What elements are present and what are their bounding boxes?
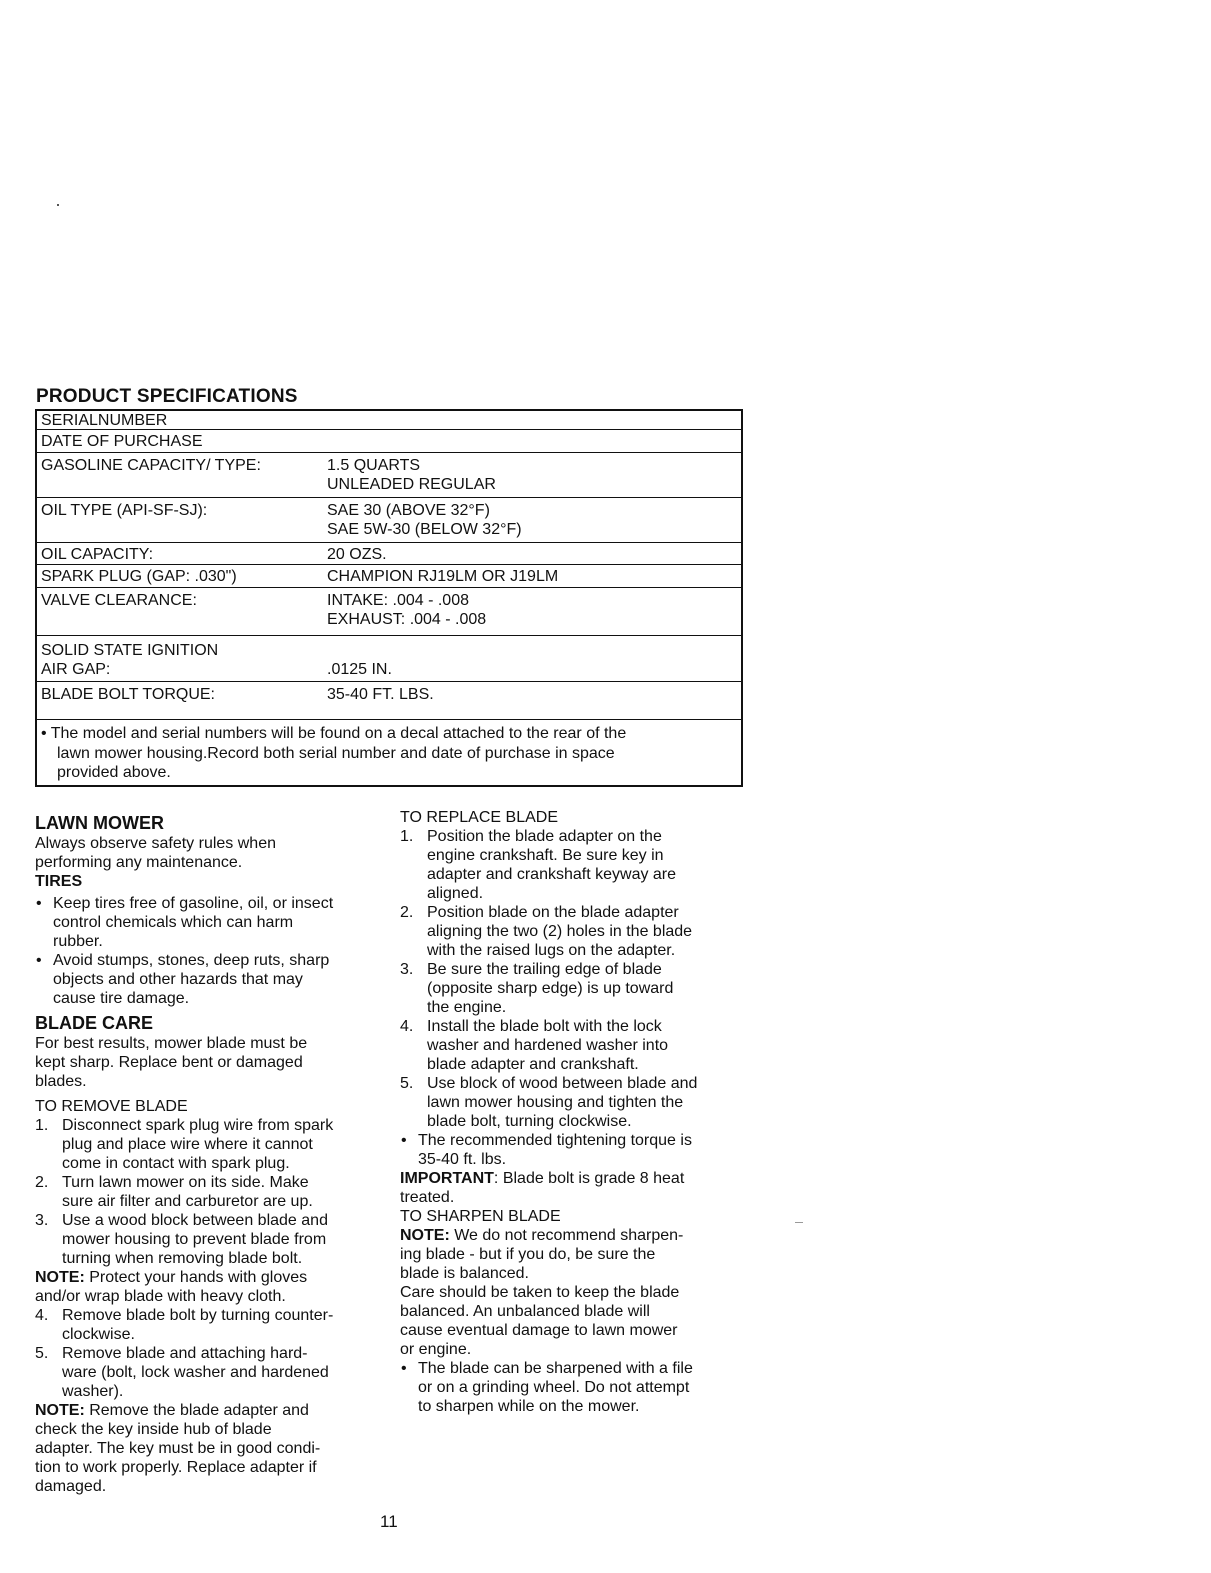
spec-label: SOLID STATE IGNITION AIR GAP: xyxy=(41,642,219,678)
step-number: 5. xyxy=(35,1345,49,1362)
text-line: aligned. xyxy=(427,885,484,902)
spec-label: OIL CAPACITY: xyxy=(41,546,154,563)
step-number: 2. xyxy=(400,904,414,921)
text-line: The blade can be sharpened with a file xyxy=(418,1360,693,1377)
specifications-table xyxy=(35,409,743,787)
torque-bullet xyxy=(400,1131,745,1169)
text-line: For best results, mower blade must be xyxy=(35,1035,308,1052)
scan-speck xyxy=(795,1222,803,1223)
text-line: cause tire damage. xyxy=(53,990,190,1007)
sharpen-blade-title: TO SHARPEN BLADE xyxy=(400,1208,561,1225)
text-line: performing any maintenance. xyxy=(35,854,243,871)
note-protect-hands xyxy=(35,1268,385,1306)
text-line: tion to work properly. Replace adapter if xyxy=(35,1459,317,1476)
text-line: Protect your hands with gloves xyxy=(84,1269,308,1286)
text-line: Be sure the trailing edge of blade xyxy=(427,961,662,978)
remove-step xyxy=(35,1173,385,1211)
text-line: control chemicals which can harm xyxy=(53,914,294,931)
text-line: We do not recommend sharpen- xyxy=(449,1227,684,1244)
spec-note-line: lawn mower housing.Record both serial number and date of purchase in space xyxy=(57,744,615,762)
text-line: adapter. The key must be in good condi- xyxy=(35,1440,321,1457)
text-line: turning when removing blade bolt. xyxy=(62,1250,303,1267)
text-line: balanced. An unbalanced blade will xyxy=(400,1303,650,1320)
page-number: 11 xyxy=(380,1512,398,1531)
note-label: NOTE: xyxy=(35,1269,85,1286)
text-line: Use a wood block between blade and xyxy=(62,1212,328,1229)
text-line: Disconnect spark plug wire from spark xyxy=(62,1117,334,1134)
text-line: plug and place wire where it cannot xyxy=(62,1136,313,1153)
step-number: 4. xyxy=(400,1018,414,1035)
text-line: 35-40 ft. lbs. xyxy=(418,1151,507,1168)
text-line: the engine. xyxy=(427,999,507,1016)
note-label: NOTE: xyxy=(400,1227,450,1244)
bullet: • xyxy=(401,1360,407,1377)
text-line: Remove blade bolt by turning counter- xyxy=(62,1307,334,1324)
text-line: Install the blade bolt with the lock xyxy=(427,1018,662,1035)
text-line: lawn mower housing and tighten the xyxy=(427,1094,684,1111)
text-line: washer and hardened washer into xyxy=(427,1037,669,1054)
care-text xyxy=(400,1283,745,1359)
text-line: Keep tires free of gasoline, oil, or insect xyxy=(53,895,334,912)
spec-row-oil-type xyxy=(37,498,741,543)
text-line: objects and other hazards that may xyxy=(53,971,303,988)
remove-step xyxy=(35,1306,385,1344)
tires-bullet xyxy=(35,894,385,951)
note-remove-adapter xyxy=(35,1401,385,1496)
bullet: • xyxy=(401,1132,407,1149)
step-number: 5. xyxy=(400,1075,414,1092)
step-number: 1. xyxy=(35,1117,49,1134)
text-line: aligning the two (2) holes in the blade xyxy=(427,923,693,940)
text-line: damaged. xyxy=(35,1478,107,1495)
text-line: blade is balanced. xyxy=(400,1265,529,1282)
text-line: Always observe safety rules when xyxy=(35,835,276,852)
replace-step xyxy=(400,1074,745,1131)
lawn-mower-text xyxy=(35,834,385,872)
text-line: Position the blade adapter on the xyxy=(427,828,662,845)
spec-row-spark-plug xyxy=(37,565,741,588)
blade-care-text xyxy=(35,1034,385,1091)
text-line: Remove the blade adapter and xyxy=(84,1402,309,1419)
text-line: blades. xyxy=(35,1073,87,1090)
spec-note-line: • The model and serial numbers will be found on a decal attached to the rear of the xyxy=(41,725,627,742)
spec-value: SAE 30 (ABOVE 32°F) SAE 5W-30 (BELOW 32°F) xyxy=(327,502,522,538)
text-line: to sharpen while on the mower. xyxy=(418,1398,640,1415)
page-title: PRODUCT SPECIFICATIONS xyxy=(36,386,298,407)
text-line: treated. xyxy=(400,1189,455,1206)
text-line: The recommended tightening torque is xyxy=(418,1132,692,1149)
note-label: NOTE: xyxy=(35,1402,85,1419)
text-line: mower housing to prevent blade from xyxy=(62,1231,327,1248)
right-column xyxy=(400,808,745,1416)
lawn-mower-title: LAWN MOWER xyxy=(35,813,164,833)
text-line: with the raised lugs on the adapter. xyxy=(427,942,676,959)
text-line: come in contact with spark plug. xyxy=(62,1155,290,1172)
spec-note xyxy=(37,720,741,785)
replace-step xyxy=(400,903,745,960)
tires-title: TIRES xyxy=(35,873,83,890)
spec-row-ignition-air-gap xyxy=(37,636,741,682)
spec-value: INTAKE: .004 - .008 EXHAUST: .004 - .008 xyxy=(327,592,487,628)
spec-value: CHAMPION RJ19LM OR J19LM xyxy=(327,568,559,585)
important-note xyxy=(400,1169,745,1207)
spec-value: 35-40 FT. LBS. xyxy=(327,686,434,703)
remove-blade-title: TO REMOVE BLADE xyxy=(35,1098,188,1115)
step-number: 2. xyxy=(35,1174,49,1191)
text-line: engine crankshaft. Be sure key in xyxy=(427,847,664,864)
text-line: check the key inside hub of blade xyxy=(35,1421,272,1438)
text-line: sure air filter and carburetor are up. xyxy=(62,1193,313,1210)
spec-row-valve-clearance xyxy=(37,588,741,636)
remove-step xyxy=(35,1211,385,1268)
text-line: Position blade on the blade adapter xyxy=(427,904,679,921)
text-line: or engine. xyxy=(400,1341,472,1358)
spec-label: VALVE CLEARANCE: xyxy=(41,592,197,609)
spec-note-line: provided above. xyxy=(57,764,171,781)
spec-label: GASOLINE CAPACITY/ TYPE: xyxy=(41,457,261,474)
spec-value: .0125 IN. xyxy=(327,661,392,678)
spec-row-serial-number xyxy=(37,411,741,430)
text-line: ware (bolt, lock washer and hardened xyxy=(62,1364,329,1381)
bullet: • xyxy=(36,895,42,912)
blade-care-title: BLADE CARE xyxy=(35,1013,154,1033)
text-line: cause eventual damage to lawn mower xyxy=(400,1322,678,1339)
text-line: Avoid stumps, stones, deep ruts, sharp xyxy=(53,952,330,969)
text-line: : Blade bolt is grade 8 heat xyxy=(493,1170,685,1187)
sharpen-bullet xyxy=(400,1359,745,1416)
sharpen-note xyxy=(400,1226,745,1283)
important-label: IMPORTANT xyxy=(400,1170,494,1187)
text-line: Turn lawn mower on its side. Make xyxy=(62,1174,309,1191)
spec-row-blade-bolt-torque xyxy=(37,682,741,720)
scan-speck xyxy=(57,204,59,206)
tires-bullet xyxy=(35,951,385,1008)
step-number: 4. xyxy=(35,1307,49,1324)
replace-blade-title: TO REPLACE BLADE xyxy=(400,809,558,826)
text-line: Use block of wood between blade and xyxy=(427,1075,698,1092)
step-number: 3. xyxy=(35,1212,49,1229)
text-line: and/or wrap blade with heavy cloth. xyxy=(35,1288,286,1305)
step-number: 3. xyxy=(400,961,414,978)
text-line: kept sharp. Replace bent or damaged xyxy=(35,1054,303,1071)
text-line: washer). xyxy=(62,1383,124,1400)
spec-row-oil-capacity xyxy=(37,543,741,565)
spec-value: 1.5 QUARTS UNLEADED REGULAR xyxy=(327,457,496,493)
remove-step xyxy=(35,1344,385,1401)
text-line: clockwise. xyxy=(62,1326,135,1343)
text-line: blade bolt, turning clockwise. xyxy=(427,1113,632,1130)
replace-step xyxy=(400,960,745,1017)
spec-label: SERIALNUMBER xyxy=(41,412,168,429)
text-line: Care should be taken to keep the blade xyxy=(400,1284,680,1301)
replace-step xyxy=(400,1017,745,1074)
text-line: Remove blade and attaching hard- xyxy=(62,1345,308,1362)
replace-step xyxy=(400,827,745,903)
spec-value: 20 OZS. xyxy=(327,546,387,563)
spec-row-gasoline xyxy=(37,453,741,498)
text-line: rubber. xyxy=(53,933,103,950)
text-line: ing blade - but if you do, be sure the xyxy=(400,1246,656,1263)
remove-step xyxy=(35,1116,385,1173)
text-line: adapter and crankshaft keyway are xyxy=(427,866,677,883)
spec-row-date-of-purchase xyxy=(37,430,741,453)
text-line: (opposite sharp edge) is up toward xyxy=(427,980,674,997)
spec-label: DATE OF PURCHASE xyxy=(41,433,203,450)
spec-label: OIL TYPE (API-SF-SJ): xyxy=(41,502,208,519)
text-line: or on a grinding wheel. Do not attempt xyxy=(418,1379,690,1396)
spec-label: BLADE BOLT TORQUE: xyxy=(41,686,215,703)
step-number: 1. xyxy=(400,828,414,845)
bullet: • xyxy=(36,952,42,969)
spec-label: SPARK PLUG (GAP: .030") xyxy=(41,568,237,585)
text-line: blade adapter and crankshaft. xyxy=(427,1056,639,1073)
left-column xyxy=(35,812,385,1496)
